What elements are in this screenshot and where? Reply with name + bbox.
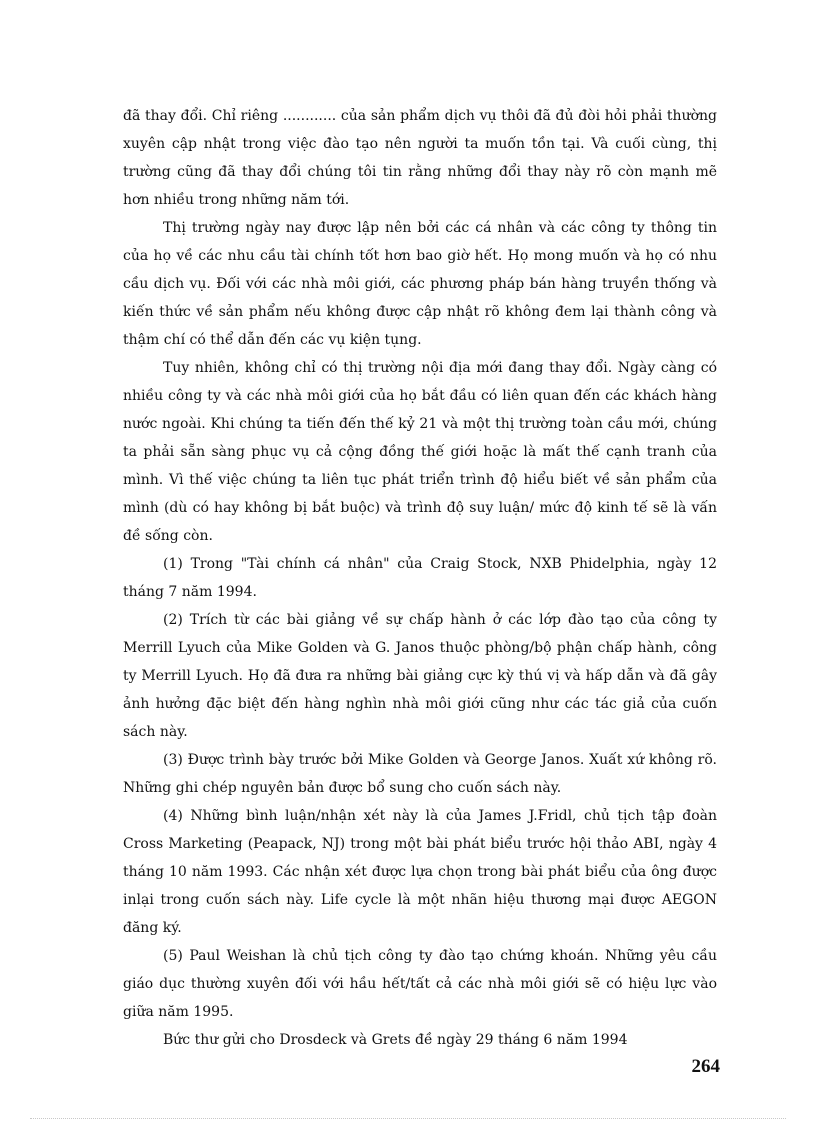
- footnote-1: (1) Trong "Tài chính cá nhân" của Craig Stock, NXB Phidelphia, ngày 12 tháng 7 năm 1994.: [123, 556, 717, 600]
- footnote-5: (5) Paul Weishan là chủ tịch công ty đào tạo chứng khoán. Những yêu cầu giáo dục thường xuyên đối với hầu hết/tất cả các nhà môi giới sẽ có hiệu lực vào giữa năm 1995.: [123, 948, 717, 1020]
- paragraph-domestic-market: Tuy nhiên, không chỉ có thị trường nội địa mới đang thay đổi. Ngày càng có nhiều công ty và các nhà môi giới của họ bắt đầu có liên quan đến các khách hàng nước ngoài. Khi chúng ta tiến đến thế kỷ 21 và một thị trường toàn cầu mới, chúng ta phải sẵn sàng phục vụ cả cộng đồng thế giới hoặc là mất thế cạnh tranh của mình. Vì thế việc chúng ta liên tục phát triển trình độ hiểu biết về sản phẩm của mình (dù có hay không bị bắt buộc) và trình độ suy luận/ mức độ kinh tế sẽ là vấn đề sống còn.: [123, 360, 717, 544]
- footnote-4: (4) Những bình luận/nhận xét này là của James J.Fridl, chủ tịch tập đoàn Cross Marketing (Peapack, NJ) trong một bài phát biểu trước hội thảo ABI, ngày 4 tháng 10 năm 1993. Các nhận xét được lựa chọn trong bài phát biểu của ông được inlại trong cuốn sách này. Life cycle là một nhãn hiệu thương mại được AEGON đăng ký.: [123, 808, 717, 936]
- paragraph-market: Thị trường ngày nay được lập nên bởi các cá nhân và các công ty thông tin của họ về các nhu cầu tài chính tốt hơn bao giờ hết. Họ mong muốn và họ có nhu cầu dịch vụ. Đối với các nhà môi giới, các phương pháp bán hàng truyền thống và kiến thức về sản phẩm nếu không được cập nhật rõ không đem lại thành công và thậm chí có thể dẫn đến các vụ kiện tụng.: [123, 220, 717, 348]
- page-bottom-divider: [30, 1118, 786, 1119]
- footnote-3: (3) Được trình bày trước bởi Mike Golden và George Janos. Xuất xứ không rõ. Những ghi chép nguyên bản được bổ sung cho cuốn sách này.: [123, 752, 717, 796]
- letter-note: Bức thư gửi cho Drosdeck và Grets đề ngày 29 tháng 6 năm 1994: [163, 1032, 628, 1048]
- footnote-2: (2) Trích từ các bài giảng về sự chấp hành ở các lớp đào tạo của công ty Merrill Lyuch của Mike Golden và G. Janos thuộc phòng/bộ phận chấp hành, công ty Merrill Lyuch. Họ đã đưa ra những bài giảng cực kỳ thú vị và hấp dẫn và đã gây ảnh hưởng đặc biệt đến hàng nghìn nhà môi giới cũng như các tác giả của cuốn sách này.: [123, 612, 717, 740]
- body-text: [123, 102, 717, 1054]
- page-number: 264: [691, 1056, 720, 1077]
- paragraph-continuation: đã thay đổi. Chỉ riêng ............ của sản phẩm dịch vụ thôi đã đủ đòi hỏi phải thường xuyên cập nhật trong việc đào tạo nên người ta muốn tồn tại. Và cuối cùng, thị trường cũng đã thay đổi chúng tôi tin rằng những đổi thay này rõ còn mạnh mẽ hơn nhiều trong những năm tới.: [123, 108, 717, 208]
